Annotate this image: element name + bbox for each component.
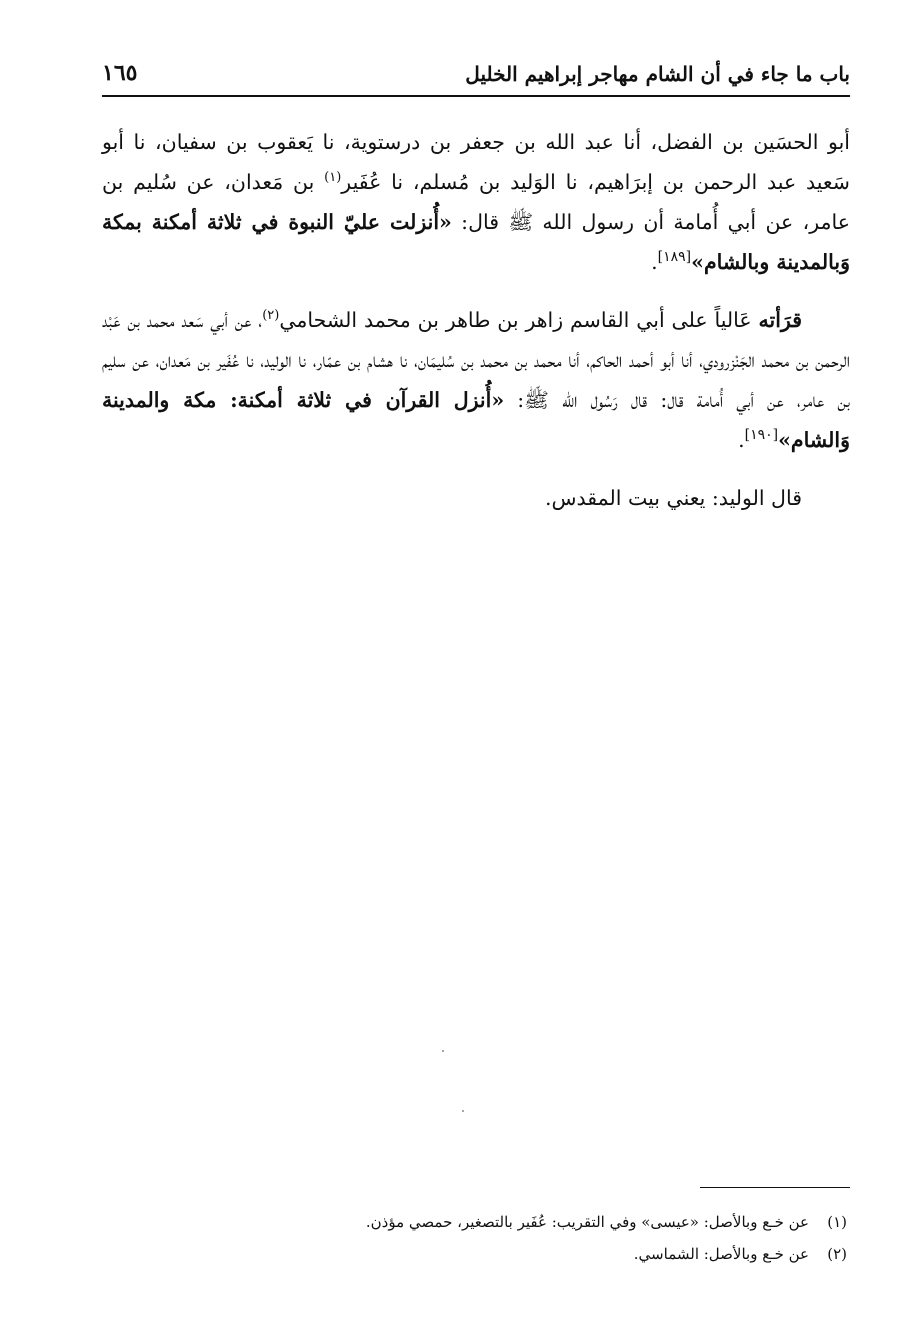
footnote-text: عن خـع وبالأصل: الشماسي. bbox=[633, 1245, 809, 1263]
footnote-2 bbox=[287, 1238, 847, 1270]
footnote-marker-2: (٢) bbox=[262, 308, 280, 324]
lead-word: قرَأته bbox=[758, 308, 803, 332]
hadith-quote: «أُنزل القرآن في ثلاثة أمكنة: مكة والمدينة وَالشام» bbox=[102, 388, 850, 452]
footnote-number: (٢) bbox=[827, 1245, 847, 1263]
hadith-number: [١٩٠] bbox=[744, 427, 779, 444]
footnote-divider bbox=[700, 1187, 850, 1188]
hadith-number: [١٨٩] bbox=[657, 249, 692, 266]
isnad-text-continued: ، عن أبي سَعد محمد بن عَبْد الرحمن بن محمد الجَنْزرودي، أنا أبو أحمد الحاكم، أنا محمد بن محمد بن سُليمَان، نا هشام بن عمّار، نا الوليد، نا عُفَير بن مَعدان، عن سليم بن عامر، عن أبي أُمامة قال: قال رَسُول الله ﷺ: bbox=[102, 308, 850, 412]
footnote-1 bbox=[287, 1206, 847, 1238]
paragraph-hadith-189 bbox=[102, 122, 850, 282]
isnad-text: أبو الحسَين بن الفضل، أنا عبد الله بن جعفر بن درستوية، نا يَعقوب بن سفيان، نا أبو سَعيد عبد الرحمن بن إبرَاهيم، نا الوَليد بن مُسلم، نا عُفَير bbox=[102, 130, 850, 194]
isnad-text-continued: بن مَعدان، عن سُليم بن عامر، عن أبي أُمامة أن رسول الله ﷺ قال: bbox=[102, 170, 850, 234]
footnote-text: عن خـع وبالأصل: «عيسى» وفي التقريب: عُفَير بالتصغير، حمصي مؤذن. bbox=[365, 1213, 809, 1231]
page-number: ١٦٥ bbox=[102, 60, 138, 86]
hadith-quote: «أُنزلت عليّ النبوة في ثلاثة أمكنة بمكة وَبالمدينة وبالشام» bbox=[102, 210, 850, 274]
paragraph-comment: قال الوليد: يعني بيت المقدس. bbox=[545, 486, 802, 510]
header-divider bbox=[102, 95, 850, 97]
print-speck bbox=[462, 1110, 464, 1112]
paragraph-hadith-190 bbox=[102, 300, 850, 460]
sentence-end: . bbox=[738, 428, 745, 452]
isnad-text: عَالياً على أبي القاسم زاهر بن طاهر بن محمد الشحامي bbox=[279, 308, 759, 332]
footnote-marker-1: (١) bbox=[324, 170, 342, 186]
sentence-end: . bbox=[651, 250, 658, 274]
footnote-number: (١) bbox=[827, 1213, 847, 1231]
print-speck bbox=[442, 1050, 444, 1052]
main-text bbox=[102, 122, 850, 518]
footnotes bbox=[287, 1206, 847, 1270]
running-header bbox=[102, 58, 850, 94]
chapter-title: باب ما جاء في أن الشام مهاجر إبراهيم الخليل bbox=[465, 62, 850, 86]
